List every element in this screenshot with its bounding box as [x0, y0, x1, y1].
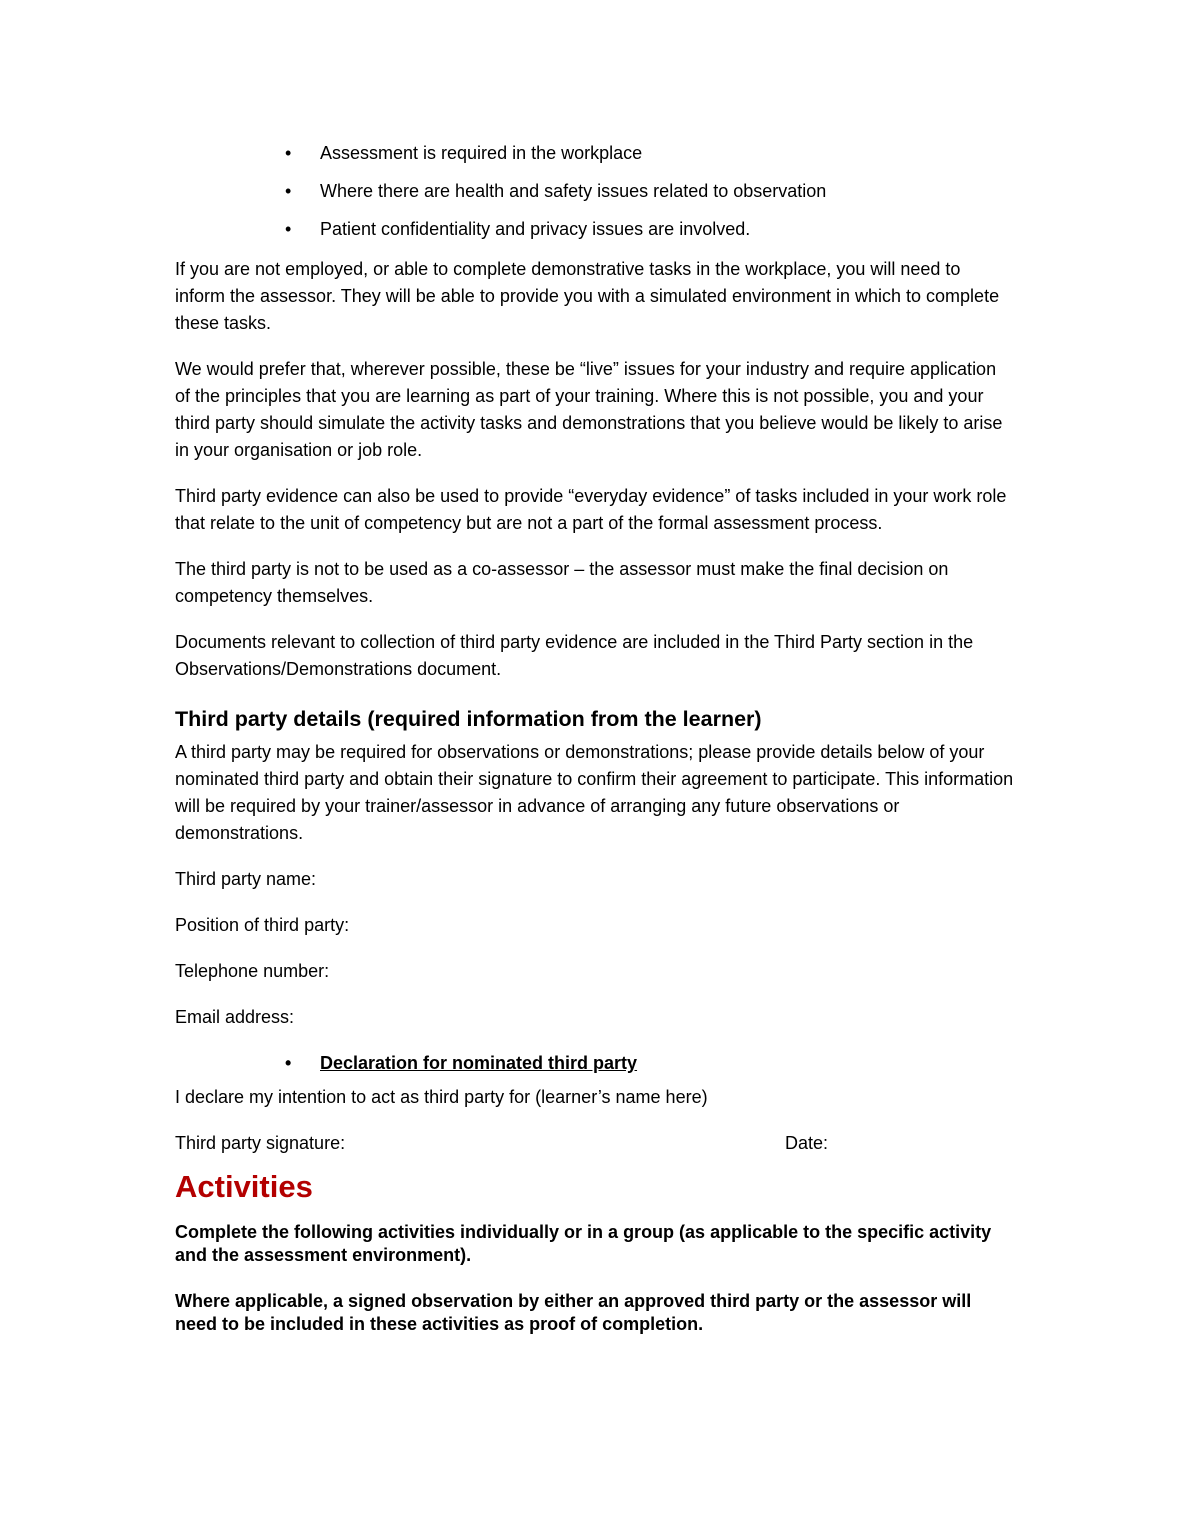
bullet-icon: •	[285, 181, 292, 201]
bullet-text: Patient confidentiality and privacy issues are involved.	[320, 219, 751, 239]
third-party-position-field[interactable]: Position of third party:	[175, 915, 350, 935]
activities-instruction-1: Complete the following activities individually or in a group (as applicable to the specific activity and the assessment environment).	[175, 1222, 992, 1265]
bullet-list	[175, 140, 1015, 242]
declaration-heading-text: Declaration for nominated third party	[320, 1053, 638, 1073]
bullet-icon: •	[285, 219, 292, 239]
list-item	[175, 140, 1015, 166]
paragraph-documents: Documents relevant to collection of third party evidence are included in the Third Party section in the Observations/Demonstrations document.	[175, 632, 974, 679]
bullet-icon: •	[285, 143, 292, 163]
third-party-heading: Third party details (required information from the learner)	[175, 707, 762, 731]
third-party-intro: A third party may be required for observations or demonstrations; please provide details below of your nominated third party and obtain their signature to confirm their agreement to participate. This information will be required by your trainer/assessor in advance of arranging any future observations or demonstrations.	[175, 742, 1014, 843]
declaration-heading	[175, 1050, 1015, 1076]
paragraph-simulated-environment: If you are not employed, or able to complete demonstrative tasks in the workplace, you will need to inform the assessor. They will be able to provide you with a simulated environment in which to complete these tasks.	[175, 259, 1000, 333]
list-item	[175, 178, 1015, 204]
date-field[interactable]: Date:	[785, 1133, 829, 1153]
bullet-icon: •	[285, 1053, 292, 1073]
signature-field[interactable]: Third party signature:	[175, 1133, 346, 1153]
declaration-text: I declare my intention to act as third party for (learner’s name here)	[175, 1087, 708, 1107]
bullet-text: Where there are health and safety issues related to observation	[320, 181, 827, 201]
paragraph-everyday-evidence: Third party evidence can also be used to provide “everyday evidence” of tasks included in your work role that relate to the unit of competency but are not a part of the formal assessment process.	[175, 486, 1007, 533]
third-party-name-field[interactable]: Third party name:	[175, 869, 317, 889]
bullet-text: Assessment is required in the workplace	[320, 143, 643, 163]
signature-row	[175, 1130, 1015, 1157]
activities-title: Activities	[175, 1169, 313, 1204]
document-page	[175, 140, 1015, 1359]
list-item	[175, 216, 1015, 242]
email-field[interactable]: Email address:	[175, 1007, 295, 1027]
paragraph-co-assessor: The third party is not to be used as a co-assessor – the assessor must make the final decision on competency themselves.	[175, 559, 949, 606]
paragraph-live-issues: We would prefer that, wherever possible, these be “live” issues for your industry and require application of the principles that you are learning as part of your training. Where this is not possible, you and your third party should simulate the activity tasks and demonstrations that you believe would be likely to arise in your organisation or job role.	[175, 359, 1003, 460]
telephone-field[interactable]: Telephone number:	[175, 961, 330, 981]
activities-instruction-2: Where applicable, a signed observation by either an approved third party or the assessor will need to be included in these activities as proof of completion.	[175, 1291, 972, 1334]
